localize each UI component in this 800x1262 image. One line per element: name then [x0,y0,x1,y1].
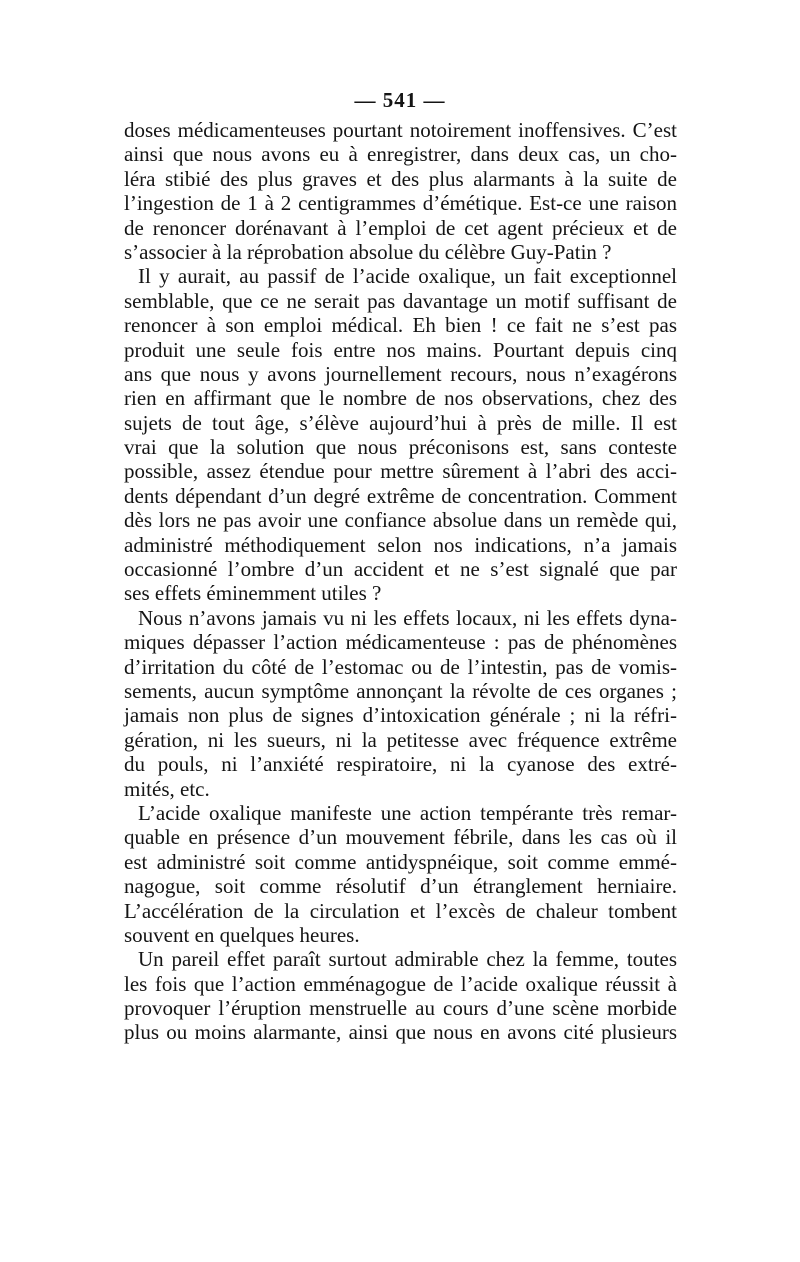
text-line: possible, assez étendue pour mettre sûrement à l’abri des acci- [124,459,677,484]
text-line: d’irritation du côté de l’estomac ou de l’intestin, pas de vomis- [124,654,677,679]
text-line: jamais non plus de signes d’intoxication générale ; ni la réfri- [124,703,677,728]
text-line: dents dépendant d’un degré extrême de concentration. Comment [124,483,677,508]
text-line: léra stibié des plus graves et des plus alarmants à la suite de [124,166,677,191]
text-line: provoquer l’éruption menstruelle au cours d’une scène morbide [124,996,677,1021]
text-line: miques dépasser l’action médicamenteuse : pas de phénomènes [124,630,677,655]
body-text [124,118,677,1045]
text-line: les fois que l’action emménagogue de l’acide oxalique réussit à [124,971,677,996]
text-line: quable en présence d’un mouvement fébrile, dans les cas où il [124,825,677,850]
text-line: renoncer à son emploi médical. Eh bien ! ce fait ne s’est pas [124,313,677,338]
text-line: administré méthodiquement selon nos indications, n’a jamais [124,532,677,557]
text-line: L’acide oxalique manifeste une action tempérante très remar- [138,800,677,825]
text-line: de renoncer dorénavant à l’emploi de cet agent précieux et de [124,215,677,240]
text-line: vrai que la solution que nous préconisons est, sans conteste [124,435,677,460]
text-line: ans que nous y avons journellement recours, nous n’exagérons [124,361,677,386]
text-line: Un pareil effet paraît surtout admirable chez la femme, toutes [138,947,677,972]
paragraph [124,118,677,264]
text-line: L’accélération de la circulation et l’excès de chaleur tombent [124,898,677,923]
text-line: du pouls, ni l’anxiété respiratoire, ni la cyanose des extré- [124,752,677,777]
text-line: gération, ni les sueurs, ni la petitesse avec fréquence extrême [124,727,677,752]
text-line: souvent en quelques heures. [124,922,360,947]
text-line: ainsi que nous avons eu à enregistrer, dans deux cas, un cho- [124,142,677,167]
text-line: est administré soit comme antidyspnéique, soit comme emmé- [124,849,677,874]
page-number: — 541 — [354,88,446,112]
paragraph [124,606,677,801]
text-line: Il y aurait, au passif de l’acide oxalique, un fait exceptionnel [138,264,677,289]
text-line: occasionné l’ombre d’un accident et ne s’est signalé que par [124,557,677,582]
text-line: rien en affirmant que le nombre de nos observations, chez des [124,386,677,411]
text-line: sements, aucun symptôme annonçant la révolte de ces organes ; [124,678,677,703]
paragraph [124,801,677,947]
text-line: semblable, que ce ne serait pas davantage un motif suffisant de [124,288,677,313]
paragraph [124,947,677,1045]
text-line: sujets de tout âge, s’élève aujourd’hui à près de mille. Il est [124,410,677,435]
text-line: nagogue, soit comme résolutif d’un étranglement herniaire. [124,874,677,899]
text-line: dès lors ne pas avoir une confiance absolue dans un remède qui, [124,508,677,533]
text-line: plus ou moins alarmante, ainsi que nous en avons cité plusieurs [124,1020,677,1045]
text-line: s’associer à la réprobation absolue du célèbre Guy-Patin ? [124,239,612,264]
text-line: l’ingestion de 1 à 2 centigrammes d’émétique. Est-ce une raison [124,191,677,216]
paragraph [124,264,677,605]
text-line: mités, etc. [124,776,210,801]
text-line: ses effets éminemment utiles ? [124,581,382,606]
text-line: Nous n’avons jamais vu ni les effets locaux, ni les effets dyna- [138,605,677,630]
text-line: produit une seule fois entre nos mains. Pourtant depuis cinq [124,337,677,362]
text-line: doses médicamenteuses pourtant notoirement inoffensives. C’est [124,118,677,142]
